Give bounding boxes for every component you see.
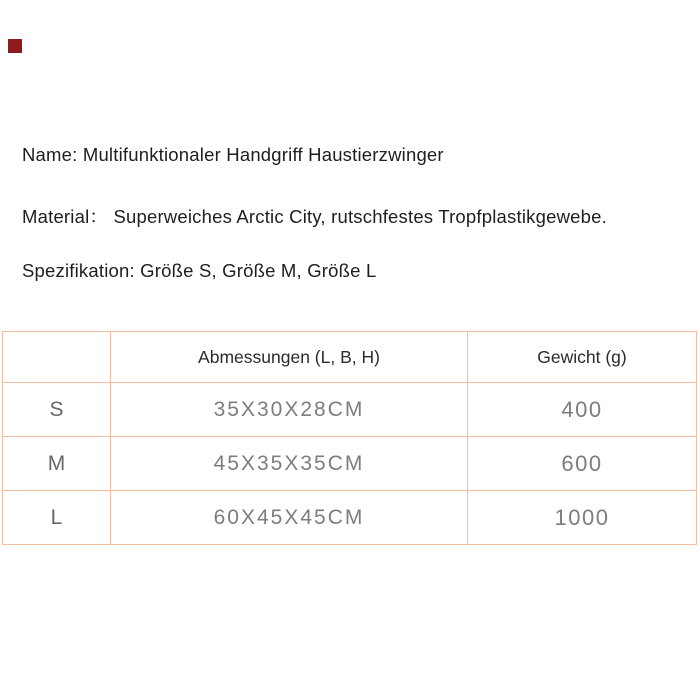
product-name-line: Name: Multifunktionaler Handgriff Haustierzwinger: [22, 144, 444, 165]
dimensions-cell: 35X30X28CM: [111, 383, 468, 437]
product-specification-line: Spezifikation: Größe S, Größe M, Größe L: [22, 260, 377, 281]
weight-cell: 400: [468, 383, 697, 437]
size-spec-table: [2, 331, 697, 545]
product-material-line: Material： Superweiches Arctic City, rutschfestes Tropfplastikgewebe.: [22, 206, 607, 227]
red-square-mark: [8, 39, 22, 53]
weight-cell: 1000: [468, 491, 697, 545]
weight-column-header: Gewicht (g): [468, 332, 697, 383]
size-cell: M: [3, 437, 111, 491]
size-cell: L: [3, 491, 111, 545]
dimensions-cell: 60X45X45CM: [111, 491, 468, 545]
table-row-size-l: [3, 491, 697, 545]
table-header-row: [3, 332, 697, 383]
dimensions-cell: 45X35X35CM: [111, 437, 468, 491]
table-row-size-s: [3, 383, 697, 437]
weight-cell: 600: [468, 437, 697, 491]
size-column-header: [3, 332, 111, 383]
size-cell: S: [3, 383, 111, 437]
table-row-size-m: [3, 437, 697, 491]
dimensions-column-header: Abmessungen (L, B, H): [111, 332, 468, 383]
